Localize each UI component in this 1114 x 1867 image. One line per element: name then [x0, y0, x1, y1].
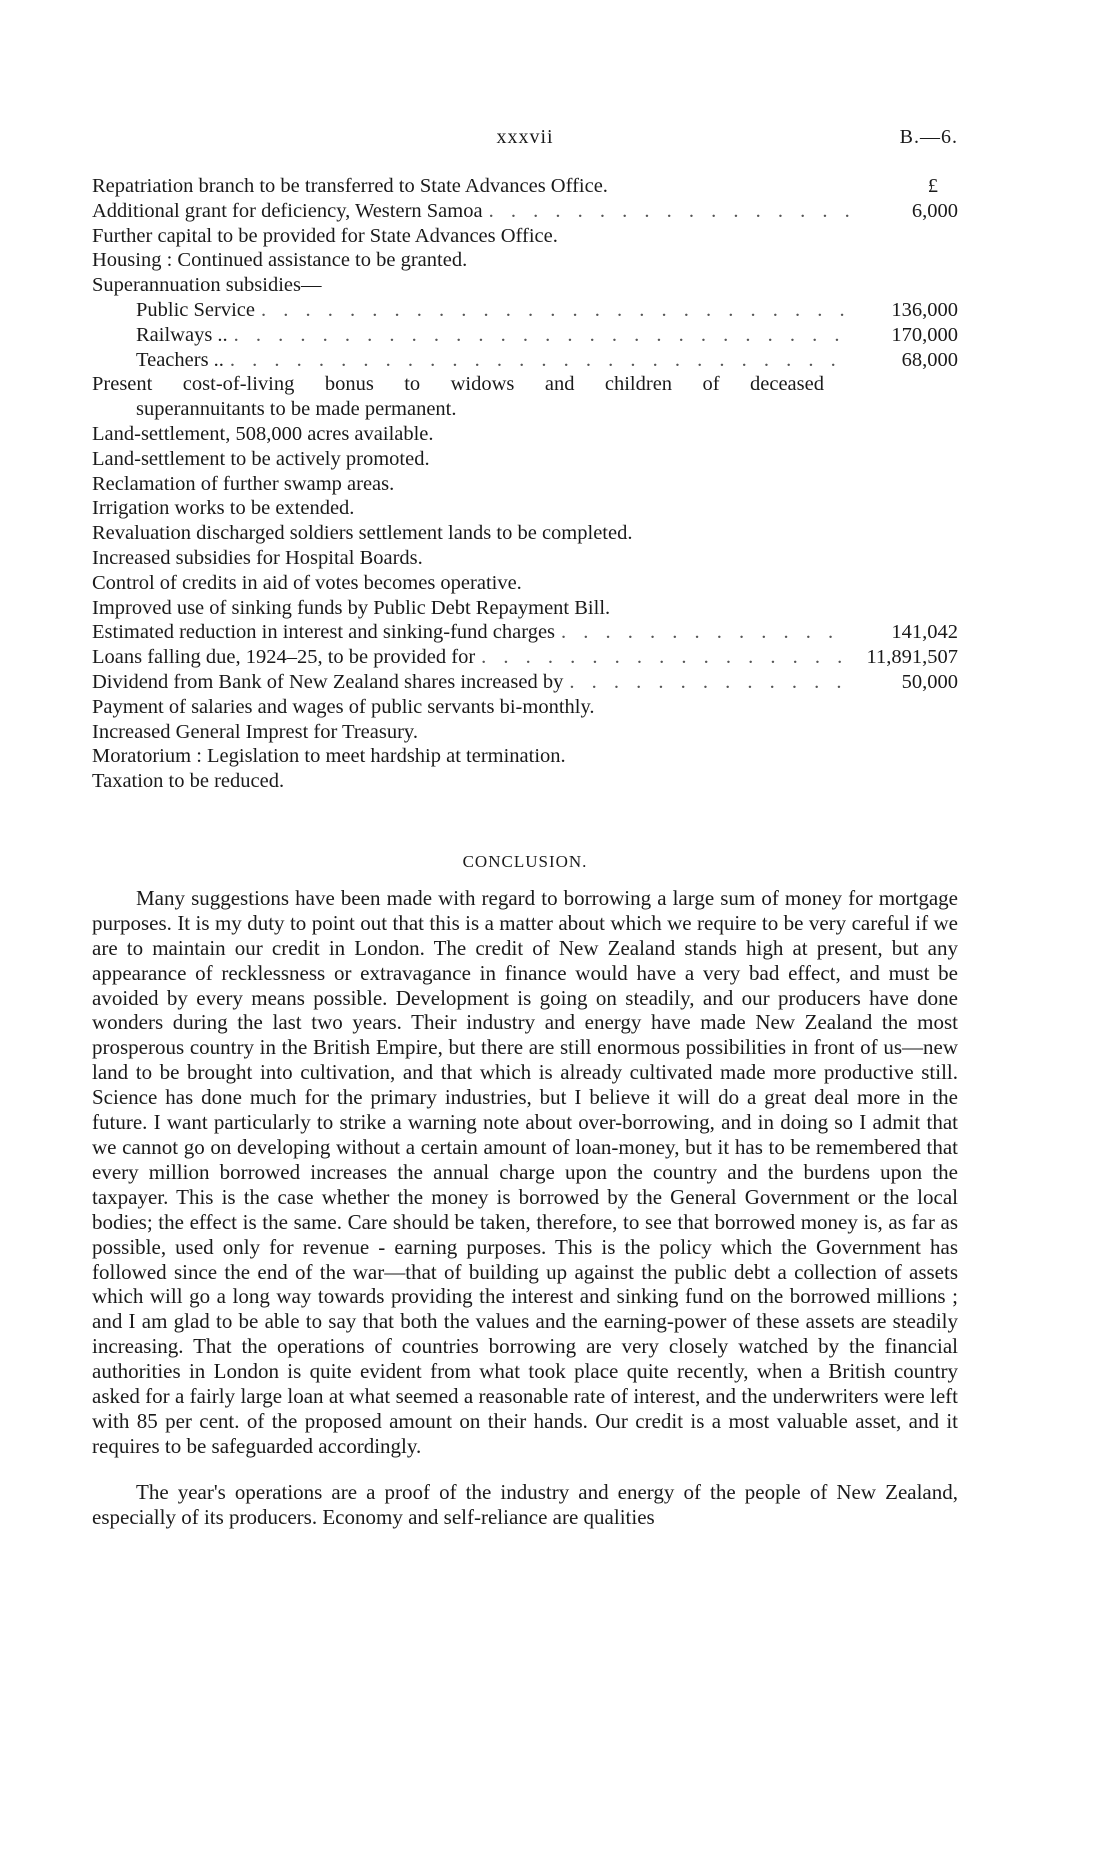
item-loans-due: Loans falling due, 1924–25, to be provided for	[92, 646, 476, 669]
conclusion-paragraph-1: Many suggestions have been made with regard to borrowing a large sum of money for mortgage purposes. It is my duty to point out that this is a matter about which we require to be very careful if we are to maintain our credit in London. The credit of New Zealand stands high at present, but any appearance of recklessness or extravagance in finance would have a very bad effect, and must be avoided by every means possible. Development is going on steadily, and our producers have done wonders during the last two years. Their industry and energy have made New Zealand the most prosperous country in the British Empire, but there are still enormous possibilities in front of us—new land to be brought into cultivation, and that which is already cultivated made more productive still. Science has done much for the primary industries, but I believe it will do a great deal more in the future. I want particularly to strike a warning note about over-borrowing, and in doing so I admit that we cannot go on developing without a certain amount of loan-money, but it has to be remembered that every million borrowed increases the annual charge upon the country and the burdens upon the taxpayer. This is the case whether the money is borrowed by the General Government or the local bodies; the effect is the same. Care should be taken, therefore, to see that borrowed money is, as far as possible, used only for revenue - earning purposes. This is the policy which the Government has followed since the end of the war—that of building up against the public debt a collection of assets which will go a long way towards providing the interest and sinking fund on the borrowed millions ; and I am glad to be able to say that both the values and the earning-power of these assets are steadily increasing. That the operations of countries borrowing are very closely watched by the financial authorities in London is quite evident from what took place quite recently, when a British country asked for a fairly large loan at what seemed a reasonable rate of interest, and the underwriters were left with 85 per cent. of the proposed amount on their hands. Our credit is a most valuable asset, and it requires to be safeguarded accordingly.	[92, 885, 958, 1458]
item-estimated-reduction: Estimated reduction in interest and sinking-fund charges	[92, 621, 556, 644]
list-item	[92, 645, 958, 670]
item-repatriation: Repatriation branch to be transferred to State Advances Office.	[92, 175, 608, 197]
list-item	[92, 695, 958, 720]
list-item	[92, 744, 958, 769]
item-railways: Railways ..	[136, 323, 228, 346]
list-item	[92, 472, 958, 497]
item-hospital: Increased subsidies for Hospital Boards.	[92, 546, 423, 569]
page-number: xxxvii	[496, 126, 554, 148]
page-header	[92, 126, 958, 156]
list-item	[92, 620, 958, 645]
item-irrigation: Irrigation works to be extended.	[92, 497, 355, 520]
item-public-service: Public Service	[136, 298, 255, 321]
list-item	[92, 571, 958, 596]
leader-dots	[563, 670, 850, 695]
list-item	[92, 224, 958, 249]
item-teachers: Teachers ..	[136, 348, 224, 371]
item-revaluation: Revaluation discharged soldiers settlement lands to be completed.	[92, 522, 633, 545]
item-taxation: Taxation to be reduced.	[92, 770, 285, 793]
list-item	[92, 372, 824, 422]
item-land-settlement: Land-settlement, 508,000 acres available.	[92, 422, 434, 445]
list-item	[92, 248, 958, 273]
amount-teachers: 68,000	[901, 348, 958, 371]
currency-symbol: £	[927, 175, 938, 197]
item-imprest: Increased General Imprest for Treasury.	[92, 720, 418, 743]
list-item	[92, 769, 958, 794]
item-further-capital: Further capital to be provided for State Advances Office.	[92, 224, 558, 247]
amount-dividend: 50,000	[901, 670, 958, 693]
list-item	[92, 348, 958, 373]
section-heading: CONCLUSION.	[462, 851, 588, 871]
list-item	[92, 447, 958, 472]
list-item	[92, 199, 958, 224]
item-dividend: Dividend from Bank of New Zealand shares increased by	[92, 670, 564, 693]
conclusion-paragraph-2: The year's operations are a proof of the industry and energy of the people of New Zealand, especially of its producers. Economy and self-reliance are qualities	[92, 1479, 958, 1529]
list-item	[92, 521, 958, 546]
item-credits: Control of credits in aid of votes becomes operative.	[92, 571, 522, 594]
amount-estimated-reduction: 141,042	[891, 621, 958, 644]
list-item	[92, 323, 958, 348]
amount-railways: 170,000	[891, 323, 958, 346]
leader-dots	[475, 645, 850, 670]
list-item	[92, 174, 958, 199]
list-item	[92, 720, 958, 745]
list-item	[92, 496, 958, 521]
amount-loans-due: 11,891,507	[866, 646, 958, 669]
items-list	[92, 174, 958, 794]
leader-dots	[555, 620, 850, 645]
amount-western-samoa: 6,000	[911, 199, 958, 222]
leader-dots	[483, 199, 850, 224]
list-item	[92, 298, 958, 323]
item-western-samoa: Additional grant for deficiency, Western Samoa	[92, 199, 483, 222]
item-bonus-line2: superannuitants to be made permanent.	[136, 398, 457, 421]
item-moratorium: Moratorium : Legislation to meet hardship at termination.	[92, 745, 566, 768]
amount-public-service: 136,000	[891, 298, 958, 321]
item-reclamation: Reclamation of further swamp areas.	[92, 472, 395, 495]
list-item	[92, 422, 958, 447]
list-item	[92, 546, 958, 571]
leader-dots	[255, 298, 850, 323]
item-salaries: Payment of salaries and wages of public servants bi-monthly.	[92, 695, 595, 718]
leader-dots	[224, 348, 850, 373]
item-housing: Housing : Continued assistance to be granted.	[92, 249, 468, 272]
list-item	[92, 670, 958, 695]
item-bonus-line1: Present cost-of-living bonus to widows and children of deceased	[92, 373, 824, 396]
document-reference: B.—6.	[899, 126, 958, 148]
item-sinking-funds: Improved use of sinking funds by Public Debt Repayment Bill.	[92, 596, 611, 619]
item-superannuation: Superannuation subsidies—	[92, 274, 322, 297]
list-item	[92, 273, 958, 298]
leader-dots	[228, 323, 850, 348]
item-land-promoted: Land-settlement to be actively promoted.	[92, 447, 430, 470]
list-item	[92, 596, 958, 621]
document-page	[92, 126, 958, 1530]
